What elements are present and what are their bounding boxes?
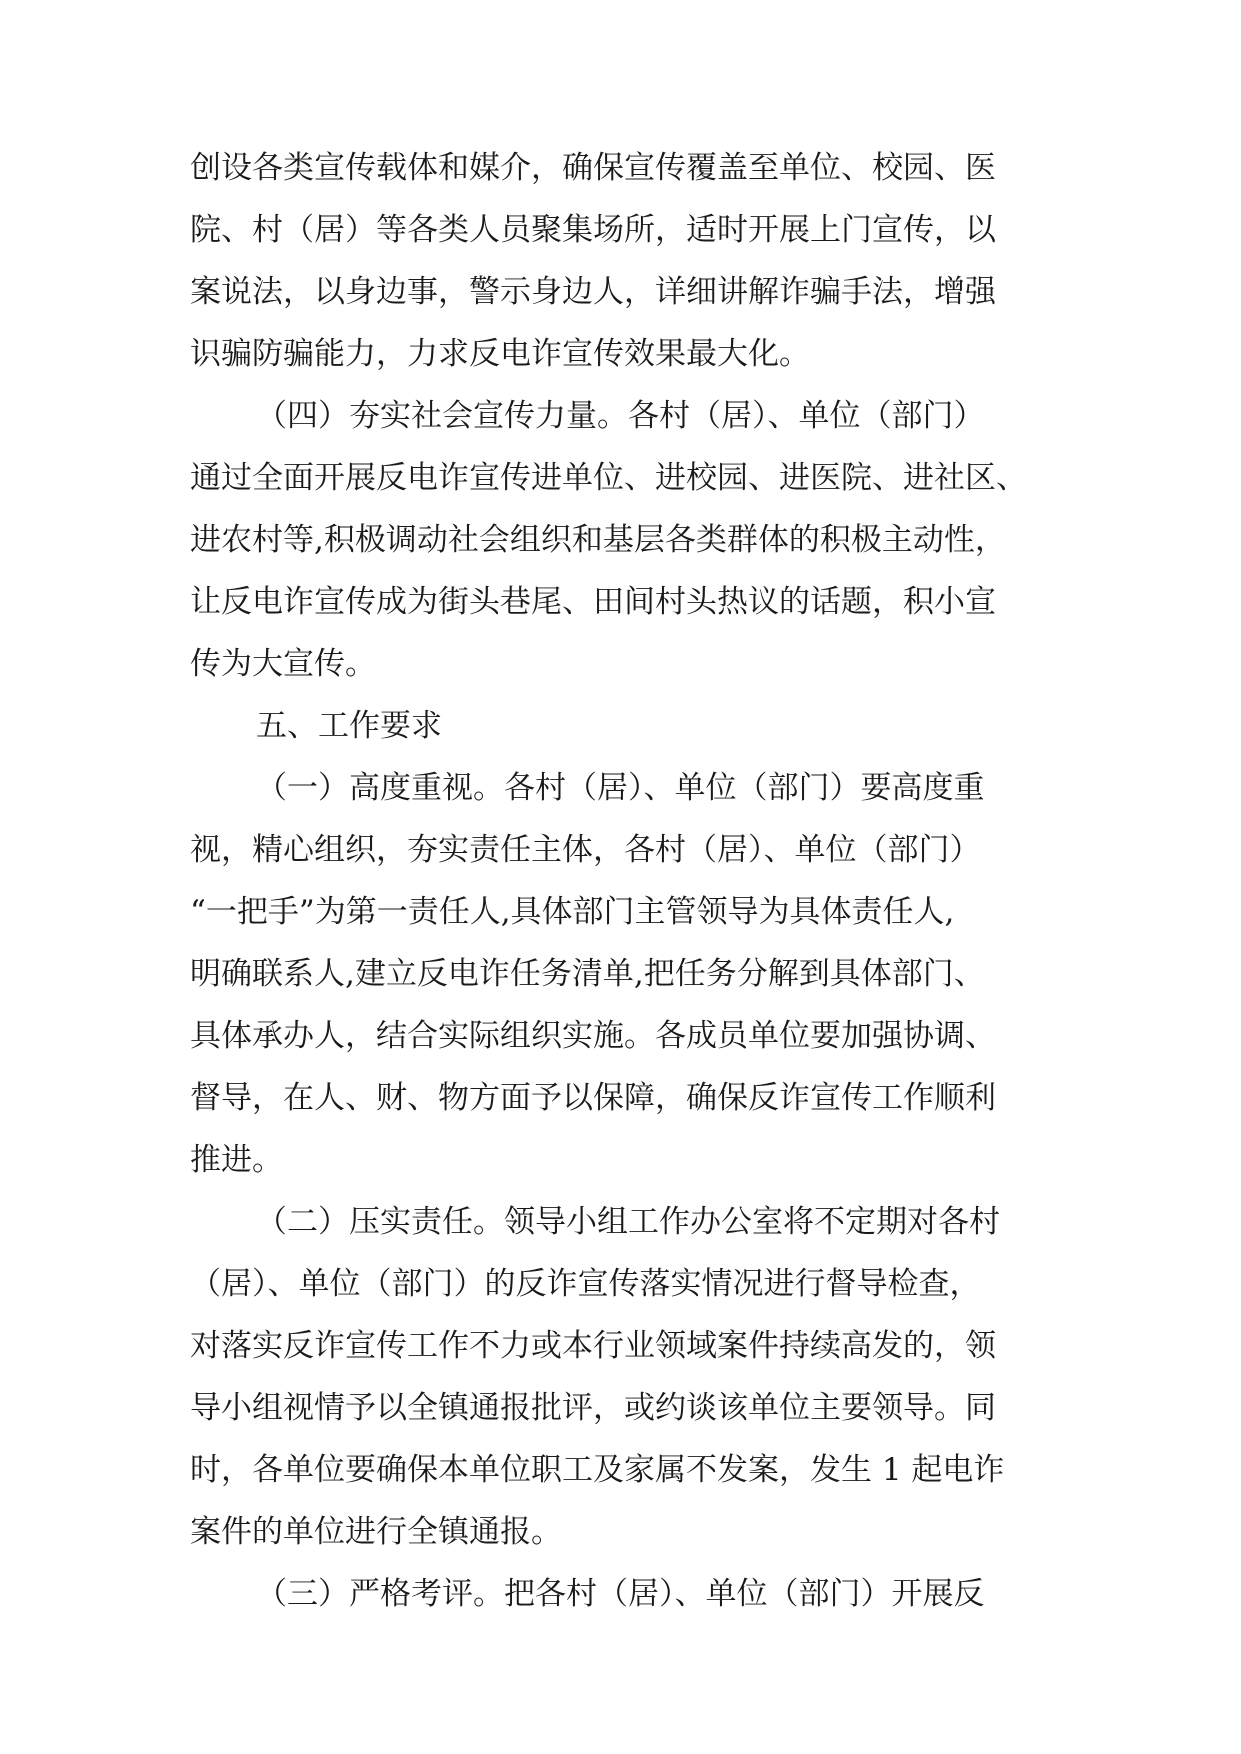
text-line-2: 院、村（居）等各类人员聚集场所，适时开展上门宣传，以: [190, 212, 996, 248]
text-line-19: （居）、单位（部门）的反诈宣传落实情况进行督导检查，: [190, 1266, 981, 1302]
text-line-9: 传为大宣传。: [190, 646, 376, 682]
text-line-22: 时，各单位要确保本单位职工及家属不发案，发生 1 起电诈: [190, 1452, 1005, 1488]
text-line-23: 案件的单位进行全镇通报。: [190, 1514, 562, 1550]
text-line-16: 督导，在人、财、物方面予以保障，确保反诈宣传工作顺利: [190, 1080, 996, 1116]
text-line-1: 创设各类宣传载体和媒介，确保宣传覆盖至单位、校园、医: [190, 150, 996, 186]
text-line-14: 明确联系人,建立反电诈任务清单,把任务分解到具体部门、: [190, 956, 985, 992]
text-line-12: 视，精心组织，夯实责任主体，各村（居）、单位（部门）: [190, 832, 981, 868]
text-line-5: （四）夯实社会宣传力量。各村（居）、单位（部门）: [256, 398, 985, 434]
text-line-18: （二）压实责任。领导小组工作办公室将不定期对各村: [256, 1204, 1000, 1240]
text-line-17: 推进。: [190, 1142, 283, 1178]
text-line-3: 案说法，以身边事，警示身边人，详细讲解诈骗手法，增强: [190, 274, 996, 310]
text-line-7: 进农村等,积极调动社会组织和基层各类群体的积极主动性，: [190, 522, 1006, 558]
text-line-15: 具体承办人，结合实际组织实施。各成员单位要加强协调、: [190, 1018, 996, 1054]
text-line-6: 通过全面开展反电诈宣传进单位、进校园、进医院、进社区、: [190, 460, 1027, 496]
text-line-24: （三）严格考评。把各村（居）、单位（部门）开展反: [256, 1576, 985, 1612]
text-line-4: 识骗防骗能力，力求反电诈宣传效果最大化。: [190, 336, 810, 372]
text-line-21: 导小组视情予以全镇通报批评，或约谈该单位主要领导。同: [190, 1390, 996, 1426]
text-line-13: “一把手”为第一责任人,具体部门主管领导为具体责任人,: [190, 894, 955, 930]
section-heading: 五、工作要求: [256, 708, 442, 744]
text-line-11: （一）高度重视。各村（居）、单位（部门）要高度重: [256, 770, 985, 806]
text-line-20: 对落实反诈宣传工作不力或本行业领域案件持续高发的，领: [190, 1328, 996, 1364]
text-line-8: 让反电诈宣传成为街头巷尾、田间村头热议的话题，积小宣: [190, 584, 996, 620]
